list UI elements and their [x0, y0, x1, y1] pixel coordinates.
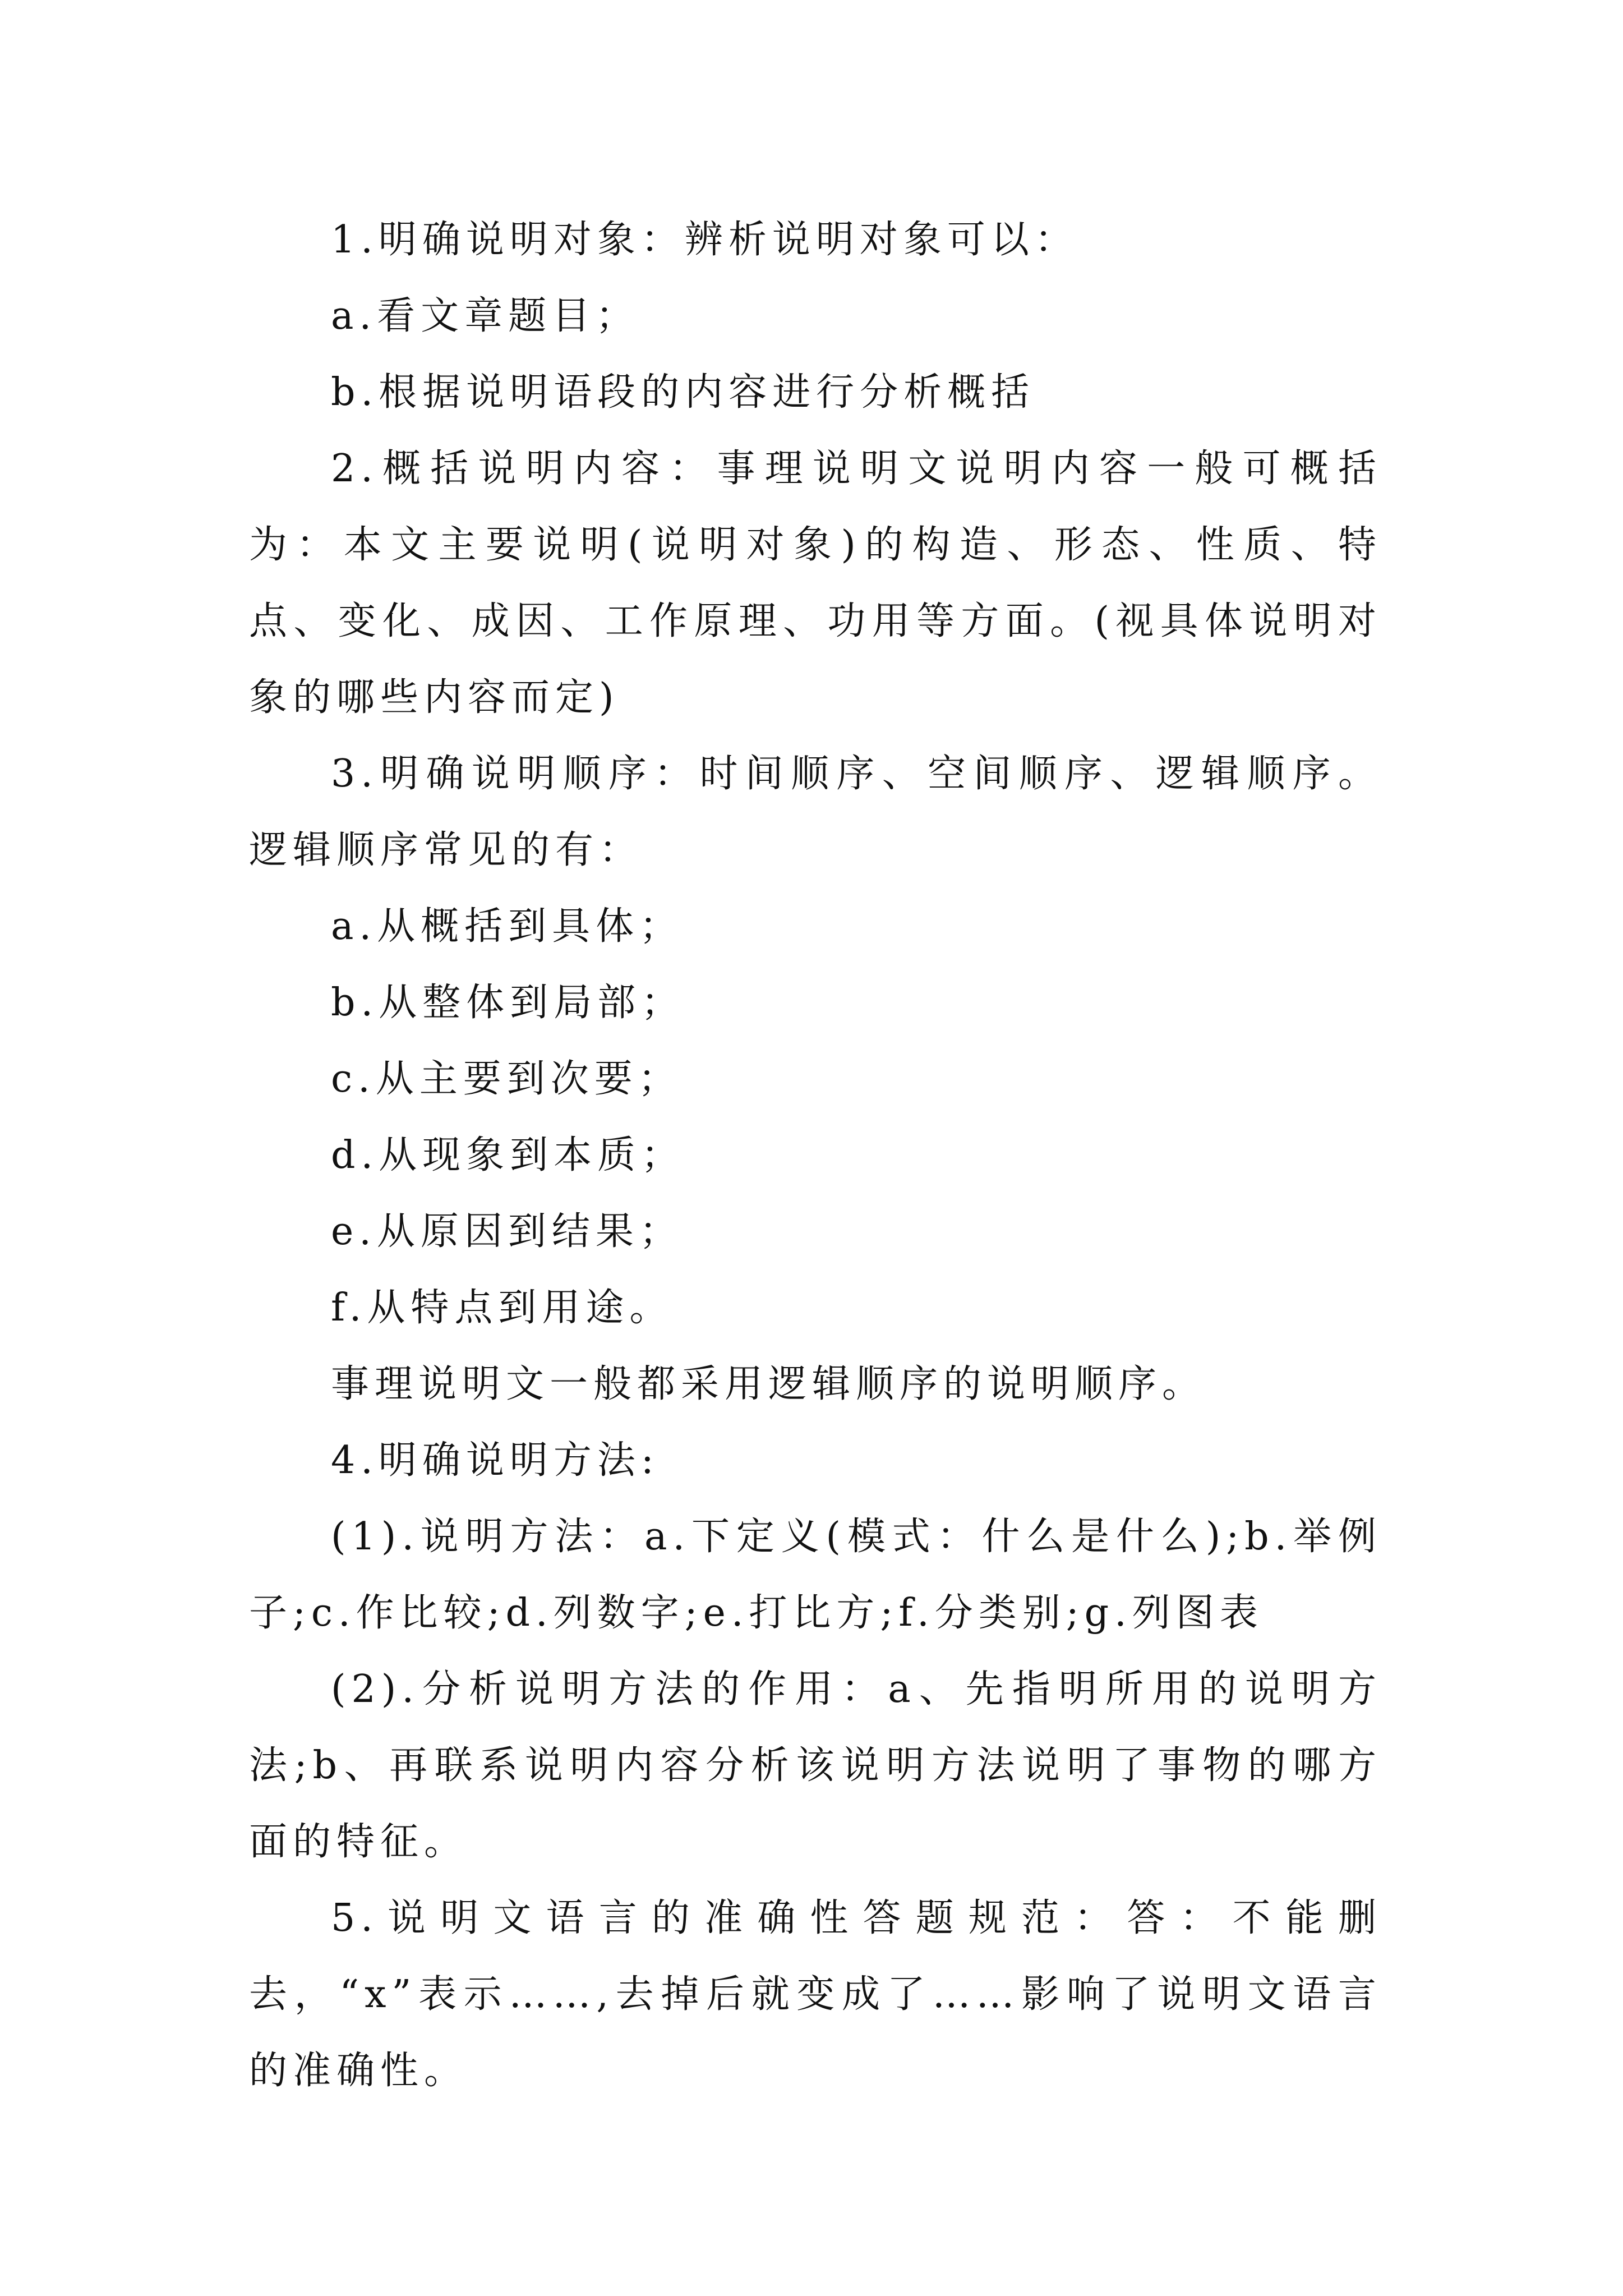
paragraph-1b: b.根据说明语段的内容进行分析概括	[331, 370, 1035, 415]
paragraph-3f: f.从特点到用途。	[331, 1286, 674, 1330]
paragraph-3a: a.从概括到具体；	[331, 904, 684, 949]
paragraph-3: 3.明确说明顺序：时间顺序、空间顺序、逻辑顺序。逻辑顺序常见的有：	[249, 752, 1382, 872]
paragraph-2: 2.概括说明内容：事理说明文说明内容一般可概括为：本文主要说明(说明对象)的构造、形态、性质、特点、变化、成因、工作原理、功用等方面。(视具体说明对象的哪些内容而定)	[249, 447, 1382, 720]
paragraph-4-2: (2).分析说明方法的作用：a、先指明所用的说明方法;b、再联系说明内容分析该说明方法说明了事物的哪方面的特征。	[249, 1667, 1382, 1864]
paragraph-1-heading: 1.明确说明对象：辨析说明对象可以：	[331, 218, 1078, 262]
paragraph-3c: c.从主要到次要；	[331, 1057, 682, 1101]
paragraph-3e: e.从原因到结果；	[331, 1209, 683, 1254]
document-body	[249, 202, 1382, 2109]
paragraph-3-summary: 事理说明文一般都采用逻辑顺序的说明顺序。	[331, 1362, 1206, 1406]
paragraph-4-heading: 4.明确说明方法:	[331, 1438, 660, 1483]
paragraph-3d: d.从现象到本质；	[331, 1133, 685, 1177]
paragraph-5: 5.说明文语言的准确性答题规范：答：不能删去，“x”表示……,去掉后就变成了……影响了说明文语言的准确性。	[249, 1896, 1382, 2093]
paragraph-4-1: (1).说明方法：a.下定义(模式：什么是什么);b.举例子;c.作比较;d.列数字;e.打比方;f.分类别;g.列图表	[249, 1515, 1382, 1635]
paragraph-3b: b.从整体到局部；	[331, 981, 685, 1025]
paragraph-1a: a.看文章题目；	[331, 294, 640, 338]
